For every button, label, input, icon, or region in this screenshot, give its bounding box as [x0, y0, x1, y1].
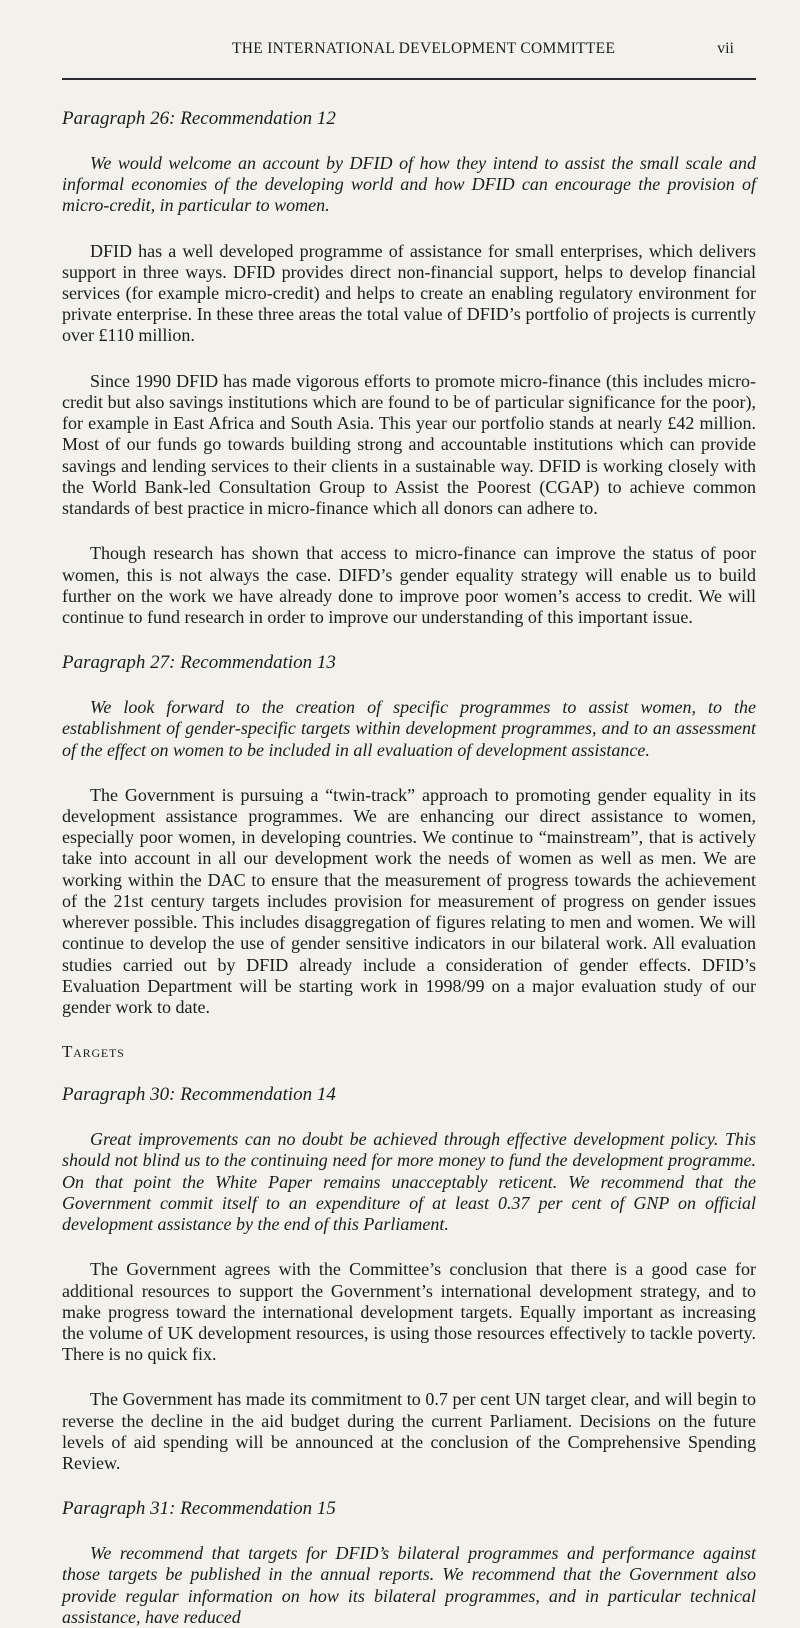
running-title: THE INTERNATIONAL DEVELOPMENT COMMITTEE [232, 40, 616, 57]
section-heading-31: Paragraph 31: Recommendation 15 [62, 1498, 336, 1520]
section-heading-30: Paragraph 30: Recommendation 14 [62, 1084, 336, 1106]
response-paragraph: The Government is pursuing a “twin-track” approach to promoting gender equality in its development assistance programmes. We are enhancing our direct assistance to women, especially poor women, in developing countries. We continue to “mainstream”, that is actively take into account in all our development work the needs of women as well as men. We are working within the DAC to ensure that the measurement of progress towards the achievement of the 21st century targets includes provision for measurement of progress on gender issues wherever possible. This includes disaggregation of figures relating to men and women. We will continue to develop the use of gender sensitive indicators in our bilateral work. All evaluation studies carried out by DFID already include a consideration of gender effects. DFID’s Evaluation Department will be starting work in 1998/99 on a major evaluation study of our gender work to date. [62, 784, 756, 1018]
response-paragraph: The Government agrees with the Committee’s conclusion that there is a good case for additional resources to support the Government’s international development strategy, and to make progress toward the international development targets. Equally important as increasing the volume of UK development resources, is using those resources effectively to tackle poverty. There is no quick fix. [62, 1259, 756, 1365]
targets-heading: Targets [62, 1042, 125, 1062]
recommendation-15-text: We recommend that targets for DFID’s bilateral programmes and performance against those targets be published in the annual reports. We recommend that the Government also provide regular information on how its bilateral programmes, and in particular technical assistance, have reduced [62, 1543, 756, 1627]
section-paragraph-27 [62, 652, 756, 1018]
recommendation-14-text: Great improvements can no doubt be achieved through effective development policy. This should not blind us to the continuing need for more money to fund the development programme. On that point the White Paper remains unacceptably reticent. We recommend that the Government commit itself to an expenditure of at least 0.37 per cent of GNP on official development assistance by the end of this Parliament. [62, 1129, 756, 1235]
page-number: vii [717, 40, 734, 57]
section-heading-26: Paragraph 26: Recommendation 12 [62, 108, 336, 129]
document-body [62, 80, 756, 1628]
recommendation-12-text: We would welcome an account by DFID of how they intend to assist the small scale and informal economies of the developing world and how DFID can encourage the provision of micro-credit, in particular to women. [62, 152, 756, 216]
section-paragraph-30 [62, 1084, 756, 1474]
section-paragraph-31 [62, 1498, 756, 1628]
response-paragraph: Since 1990 DFID has made vigorous efforts to promote micro-finance (this includes micro-credit but also savings institutions which are found to be of particular significance for the poor), for example in East Africa and South Asia. This year our portfolio stands at nearly £42 million. Most of our funds go towards building strong and accountable institutions which can provide savings and lending services to their clients in a sustainable way. DFID is working closely with the World Bank-led Consultation Group to Assist the Poorest (CGAP) to achieve common standards of best practice in micro-finance which all donors can adhere to. [62, 370, 756, 519]
section-paragraph-26 [62, 108, 756, 628]
response-paragraph: DFID has a well developed programme of assistance for small enterprises, which delivers support in three ways. DFID provides direct non-financial support, helps to develop financial services (for example micro-credit) and helps to create an enabling regulatory environment for private enterprise. In these three areas the total value of DFID’s portfolio of projects is currently over £110 million. [62, 240, 756, 346]
response-paragraph: The Government has made its commitment to 0.7 per cent UN target clear, and will begin to reverse the decline in the aid budget during the current Parliament. Decisions on the future levels of aid spending will be announced at the conclusion of the Comprehensive Spending Review. [62, 1389, 756, 1474]
running-header [62, 0, 756, 80]
section-heading-27: Paragraph 27: Recommendation 13 [62, 652, 336, 674]
response-paragraph: Though research has shown that access to micro-finance can improve the status of poor women, this is not always the case. DIFD’s gender equality strategy will enable us to build further on the work we have already done to improve poor women’s access to credit. We will continue to fund research in order to improve our understanding of this important issue. [62, 543, 756, 628]
recommendation-13-text: We look forward to the creation of specific programmes to assist women, to the establishment of gender-specific targets within development programmes, and to an assessment of the effect on women to be included in all evaluation of development assistance. [62, 697, 756, 760]
